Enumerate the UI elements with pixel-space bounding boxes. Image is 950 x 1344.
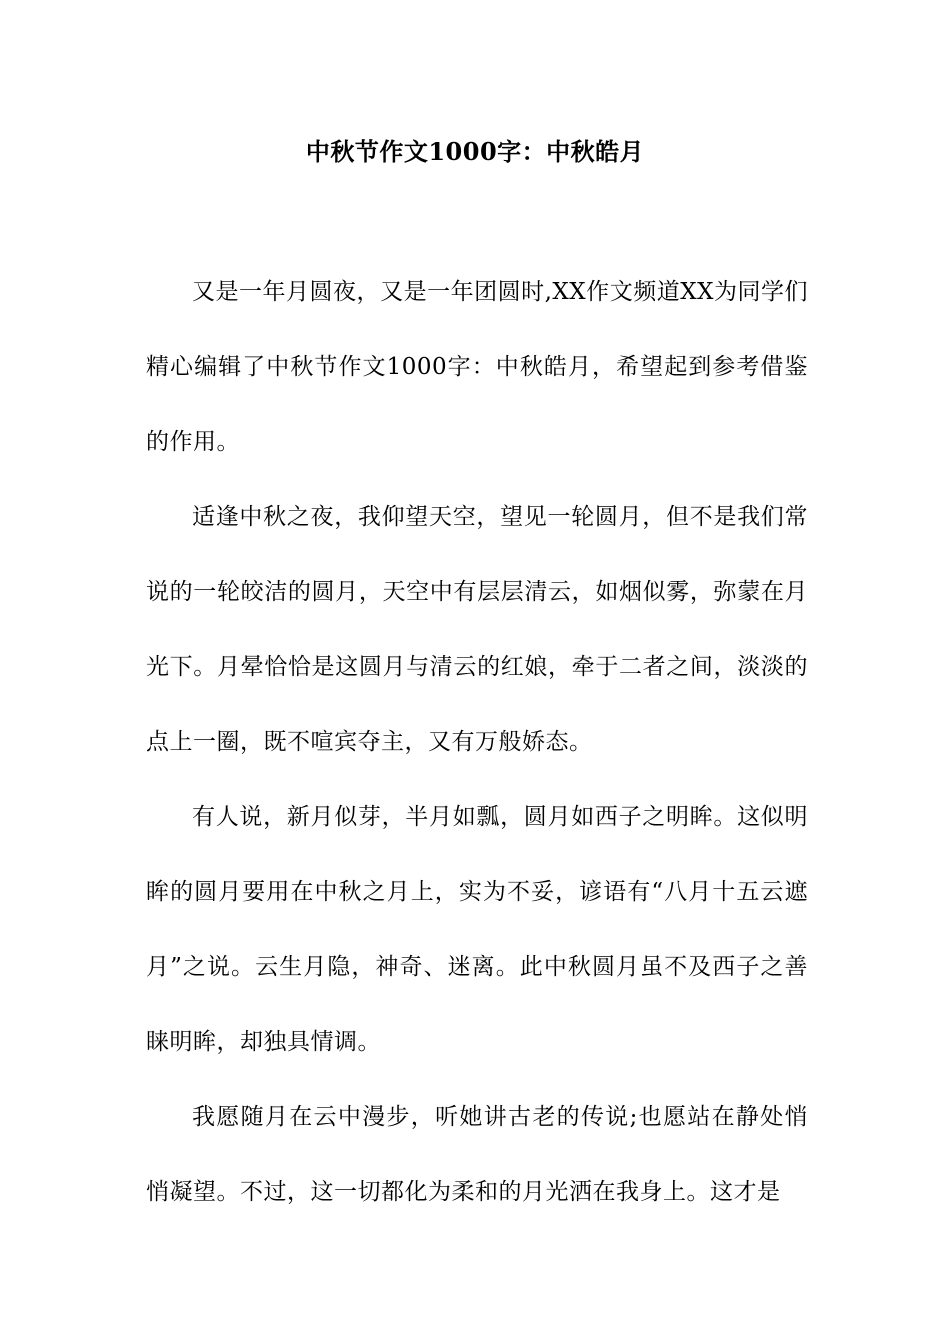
document-body [146,255,808,1230]
paragraph-4: 我愿随月在云中漫步，听她讲古老的传说;也愿站在静处悄悄凝望。不过，这一切都化为柔和的月光洒在我身上。这才是 [146,1104,808,1205]
paragraph-1: 又是一年月圆夜，又是一年团圆时,XX作文频道XX为同学们精心编辑了中秋节作文1000字：中秋皓月，希望起到参考借鉴的作用。 [146,279,808,455]
document-title: 中秋节作文1000字：中秋皓月 [305,137,645,166]
paragraph-3: 有人说，新月似芽，半月如瓢，圆月如西子之明眸。这似明眸的圆月要用在中秋之月上，实为不妥，谚语有“八月十五云遮月”之说。云生月隐，神奇、迷离。此中秋圆月虽不及西子之善睐明眸，却独具情调。 [146,804,808,1055]
paragraph-2: 适逢中秋之夜，我仰望天空，望见一轮圆月，但不是我们常说的一轮皎洁的圆月，天空中有层层清云，如烟似雾，弥蒙在月光下。月晕恰恰是这圆月与清云的红娘，牵于二者之间，淡淡的点上一圈，既不喧宾夺主，又有万般娇态。 [146,504,808,755]
